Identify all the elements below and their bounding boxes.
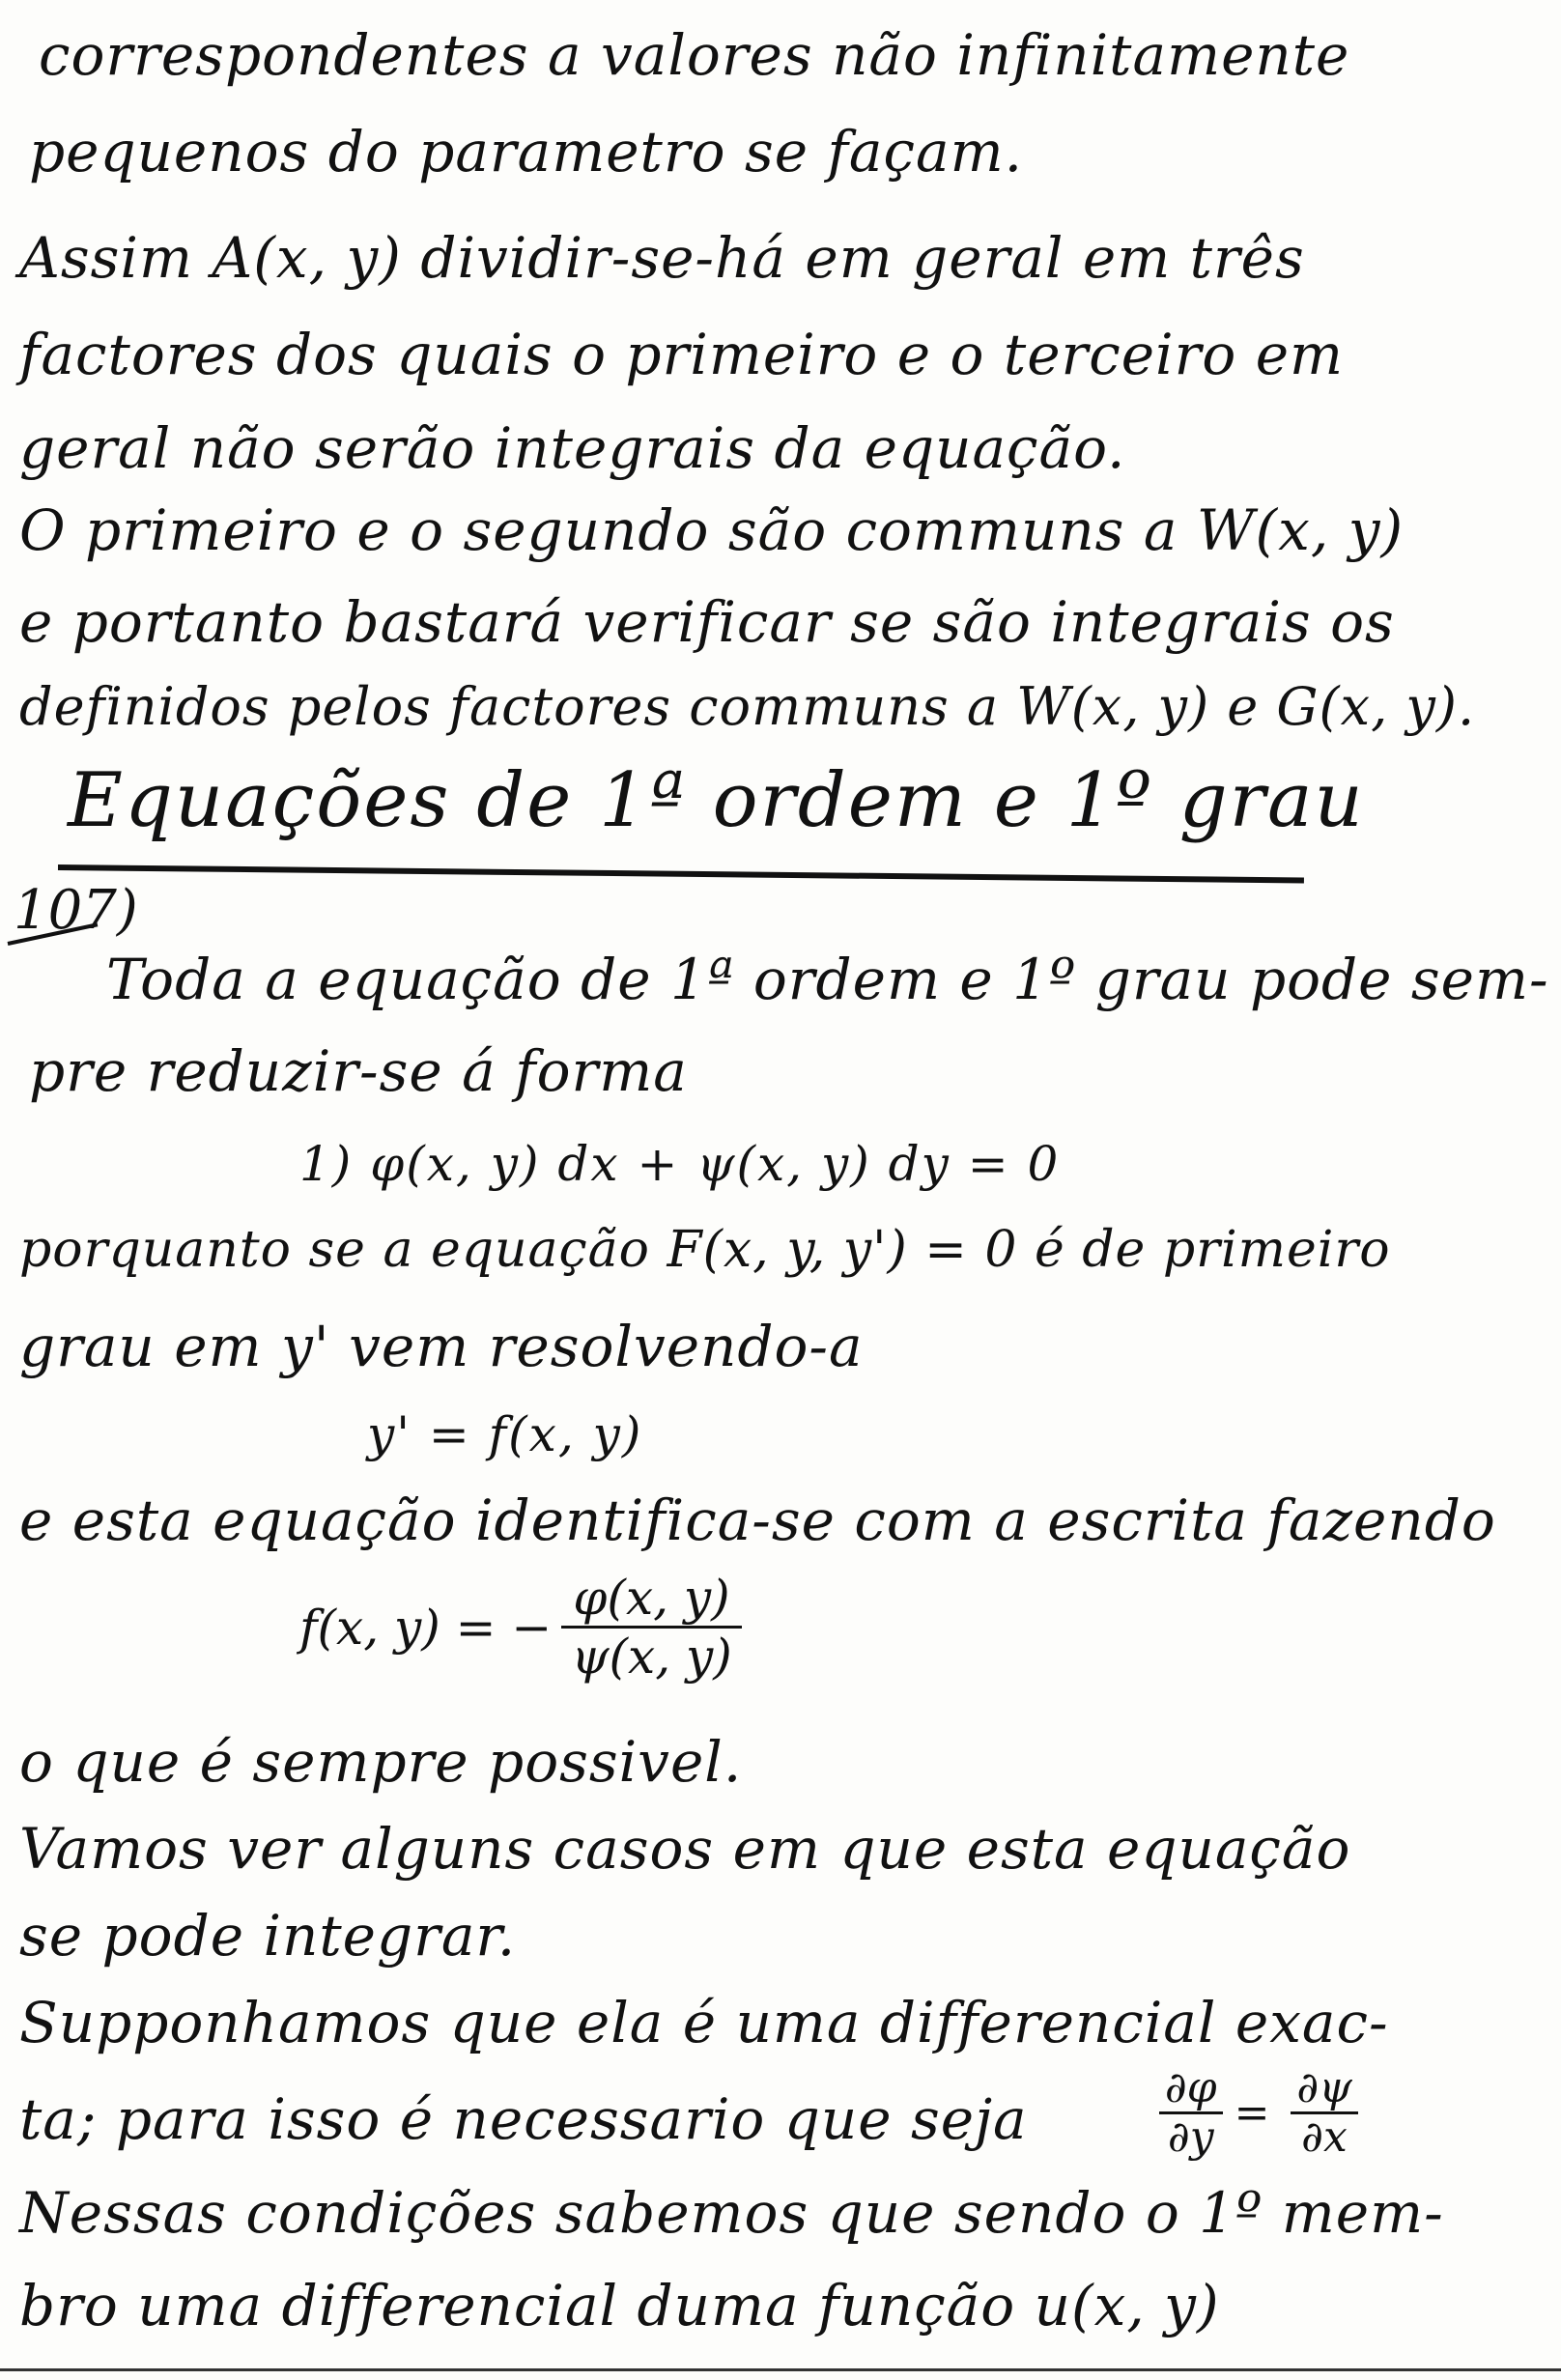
text-line: o que é sempre possivel. bbox=[19, 1729, 743, 1795]
equation-3-lhs: f(x, y) = − bbox=[299, 1599, 553, 1656]
partial-fraction-left bbox=[1159, 2065, 1223, 2161]
text-line: Vamos ver alguns casos em que esta equação bbox=[19, 1816, 1351, 1882]
text-line: correspondentes a valores não infinitamente bbox=[39, 22, 1350, 88]
text-line: se pode integrar. bbox=[19, 1903, 517, 1969]
page-edge bbox=[0, 2368, 1561, 2371]
equation-1: 1) φ(x, y) dx + ψ(x, y) dy = 0 bbox=[299, 1136, 1061, 1192]
text-line: e esta equação identifica-se com a escrita fazendo bbox=[19, 1488, 1496, 1553]
text-line: pequenos do parametro se façam. bbox=[29, 119, 1024, 184]
equation-3-fraction bbox=[561, 1570, 741, 1685]
equation-2: y' = f(x, y) bbox=[367, 1406, 643, 1462]
fraction-numerator: ∂ψ bbox=[1296, 2063, 1352, 2112]
section-heading: Equações de 1ª ordem e 1º grau bbox=[68, 757, 1365, 844]
text-line: Toda a equação de 1ª ordem e 1º grau pode sem- bbox=[106, 947, 1549, 1012]
equals-sign: = bbox=[1234, 2087, 1270, 2138]
text-line: Nessas condições sabemos que sendo o 1º mem- bbox=[19, 2180, 1444, 2246]
text-line: Supponhamos que ela é uma differencial exac- bbox=[19, 1990, 1389, 2055]
text-line: porquanto se a equação F(x, y, y') = 0 é de primeiro bbox=[19, 1221, 1391, 1279]
partial-fraction-right bbox=[1291, 2065, 1357, 2161]
partial-derivatives bbox=[1149, 2065, 1358, 2161]
fraction-numerator: ∂φ bbox=[1165, 2063, 1217, 2112]
text-line: ta; para isso é necessario que seja bbox=[19, 2086, 1028, 2152]
text-line: O primeiro e o segundo são communs a W(x, y) bbox=[19, 497, 1405, 563]
section-number: 107) bbox=[14, 879, 138, 942]
text-line: Assim A(x, y) dividir-se-há em geral em três bbox=[19, 225, 1305, 291]
fraction-denominator: ∂y bbox=[1167, 2112, 1214, 2162]
text-line: bro uma differencial duma função u(x, y) bbox=[19, 2273, 1220, 2338]
fraction-denominator: ∂x bbox=[1301, 2112, 1348, 2162]
text-line: factores dos quais o primeiro e o terceiro em bbox=[19, 322, 1345, 387]
text-line: e portanto bastará verificar se são integrais os bbox=[19, 589, 1395, 655]
text-line: grau em y' vem resolvendo-a bbox=[19, 1314, 864, 1379]
heading-underline bbox=[58, 864, 1304, 884]
text-line: pre reduzir-se á forma bbox=[29, 1038, 688, 1104]
equation-3 bbox=[299, 1570, 742, 1685]
text-line: geral não serão integrais da equação. bbox=[19, 415, 1126, 481]
fraction-numerator: φ(x, y) bbox=[573, 1570, 730, 1626]
text-line: definidos pelos factores communs a W(x, y) e G(x, y). bbox=[19, 676, 1476, 737]
fraction-denominator: ψ(x, y) bbox=[571, 1629, 732, 1685]
